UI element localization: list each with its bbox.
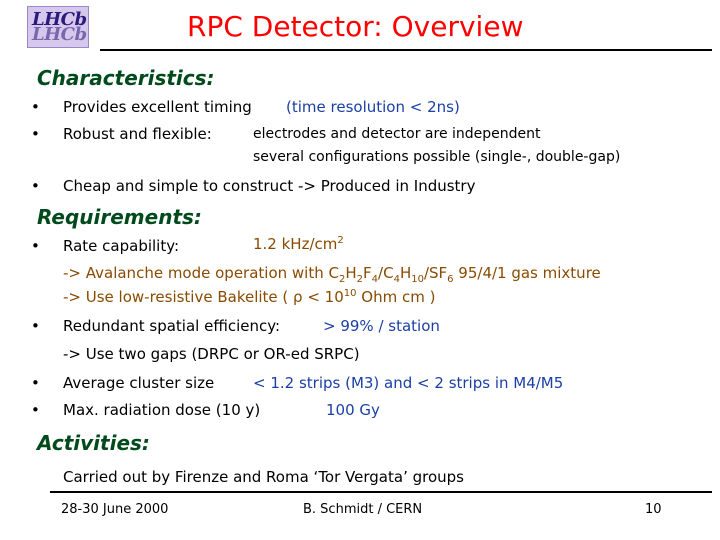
rate-label: Rate capability: [63, 237, 180, 255]
bullet: • [31, 177, 40, 195]
efficiency-value: > 99% / station [323, 317, 440, 335]
avalanche-line: -> Avalanche mode operation with $C_2H_2F_4/C_4H_{10}/SF_6$ 95/4/1 gas mixture [63, 264, 601, 285]
robust-label: Robust and flexible: [63, 125, 212, 143]
page-number: 10 [645, 502, 662, 517]
timing-label: Provides excellent timing [63, 98, 252, 116]
rate-value: 1.2 kHz/$cm^2$ [253, 235, 344, 253]
cluster-value: < 1.2 strips (M3) and < 2 strips in M4/M5 [253, 374, 564, 392]
dose-label: Max. radiation dose (10 y) [63, 401, 261, 419]
logo-text-reflection: LHCb [32, 24, 87, 45]
bullet: • [31, 237, 40, 255]
activities-text: Carried out by Firenze and Roma ‘Tor Vergata’ groups [63, 468, 464, 486]
bullet: • [31, 98, 40, 116]
bullet: • [31, 374, 40, 392]
characteristics-heading: Characteristics: [37, 66, 215, 90]
title-divider [100, 49, 712, 51]
bullet: • [31, 125, 40, 143]
bullet: • [31, 401, 40, 419]
cheap-text: Cheap and simple to construct -> Produced in Industry [63, 177, 476, 195]
dose-value: 100 Gy [326, 401, 380, 419]
bullet: • [31, 317, 40, 335]
activities-heading: Activities: [37, 431, 150, 455]
requirements-heading: Requirements: [37, 205, 202, 229]
gaps-line: -> Use two gaps (DRPC or OR-ed SRPC) [63, 345, 360, 363]
robust-line1: electrodes and detector are independent [253, 126, 541, 142]
cluster-label: Average cluster size [63, 374, 215, 392]
efficiency-label: Redundant spatial efficiency: [63, 317, 281, 335]
lhcb-logo [27, 6, 89, 48]
slide-title: RPC Detector: Overview [187, 10, 524, 43]
robust-line2: several configurations possible (single-, double-gap) [253, 149, 621, 165]
footer-divider [50, 491, 712, 493]
bakelite-line: -> Use low-resistive Bakelite ( $\rho < 10^{10}$ Ohm cm ) [63, 288, 436, 306]
logo-text: LHCb [32, 9, 87, 30]
footer-date: 28-30 June 2000 [61, 502, 169, 517]
timing-value: (time resolution < 2ns) [286, 98, 460, 116]
footer-author: B. Schmidt / CERN [303, 502, 423, 517]
